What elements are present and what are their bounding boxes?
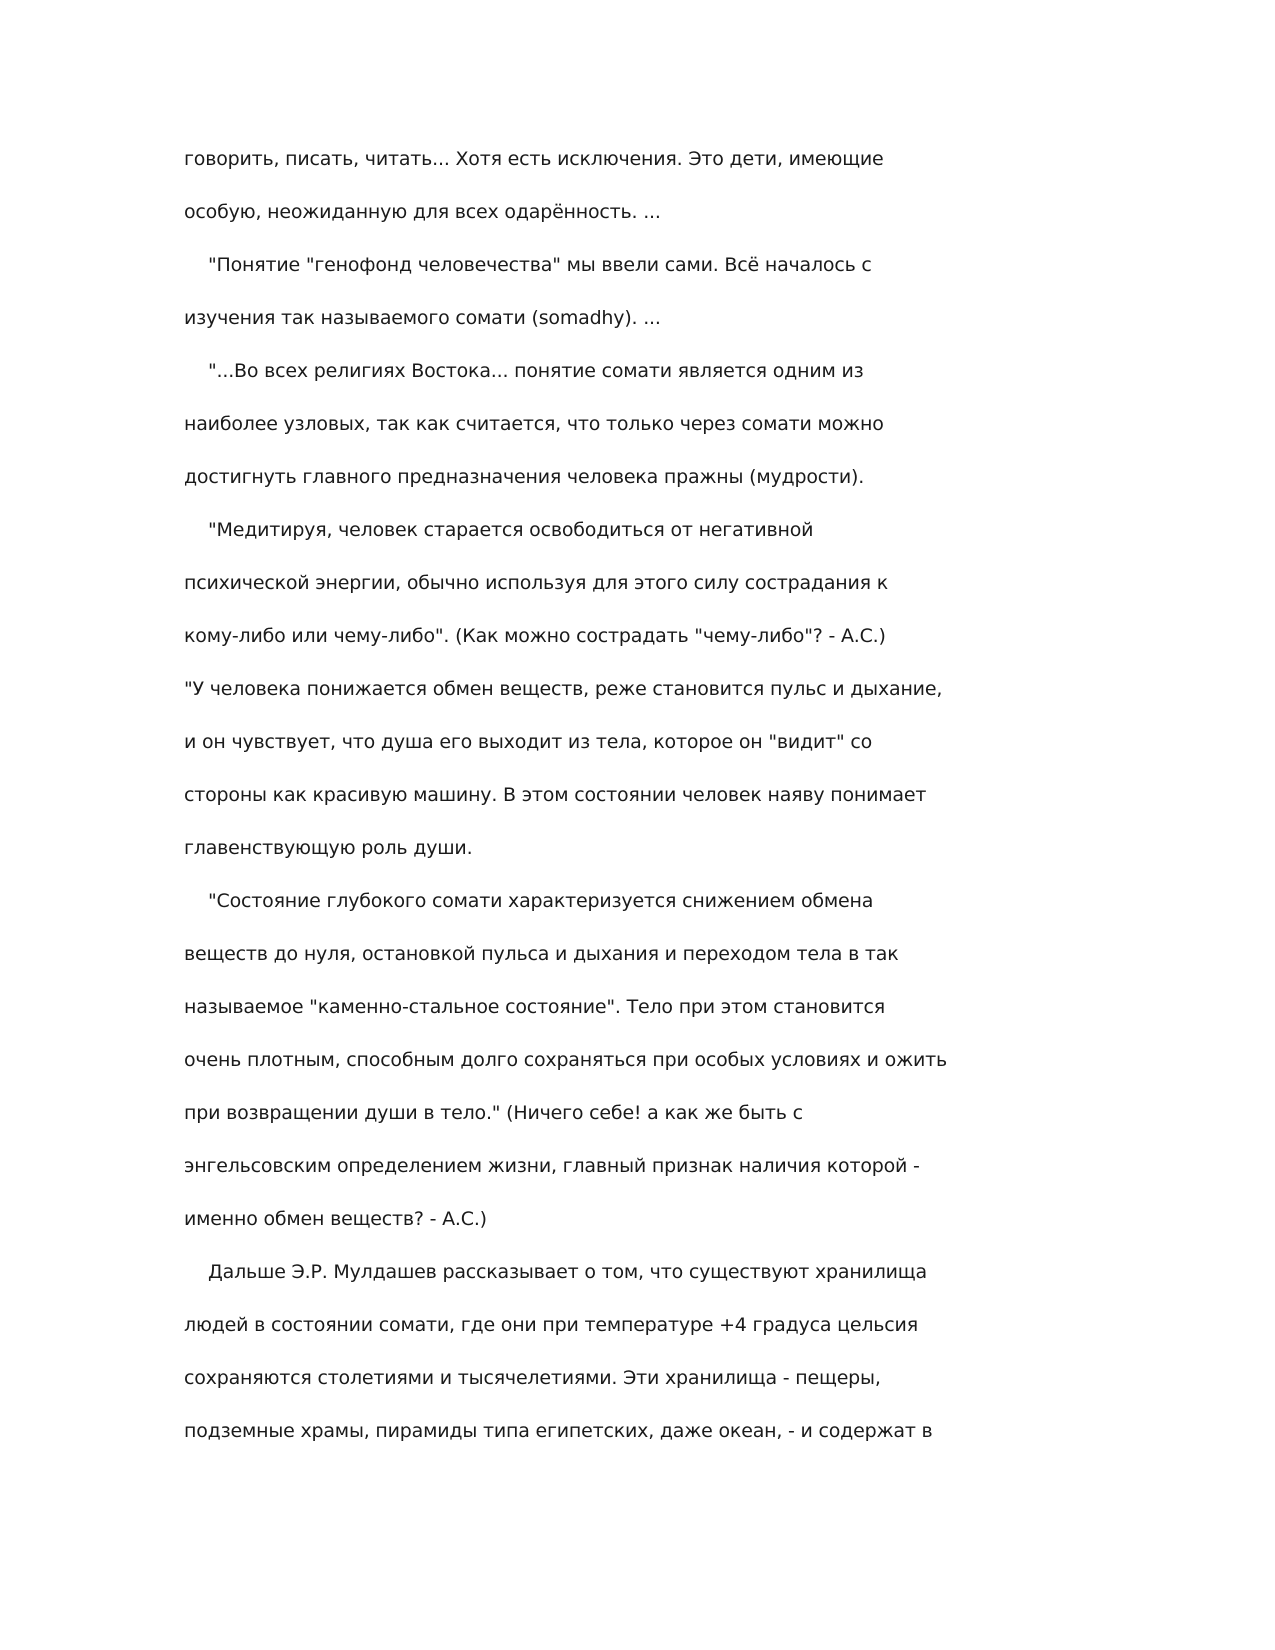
text-line: достигнуть главного предназначения человека пражны (мудрости). [184,466,865,488]
text-line: именно обмен веществ? - А.С.) [184,1208,487,1230]
text-line: и он чувствует, что душа его выходит из тела, которое он "видит" со [184,731,873,753]
text-line: наиболее узловых, так как считается, что только через сомати можно [184,413,884,435]
body-text [184,144,1084,1469]
text-line: особую, неожиданную для всех одарённость. ... [184,201,661,223]
text-line: стороны как красивую машину. В этом состоянии человек наяву понимает [184,784,927,806]
text-line: Дальше Э.Р. Мулдашев рассказывает о том, что существуют хранилища [208,1261,927,1283]
text-line: "У человека понижается обмен веществ, реже становится пульс и дыхание, [184,678,943,700]
text-line: при возвращении души в тело." (Ничего себе! а как же быть с [184,1102,803,1124]
text-line: главенствующую роль души. [184,837,473,859]
text-line: изучения так называемого сомати (somadhy). ... [184,307,661,329]
text-line: энгельсовским определением жизни, главный признак наличия которой - [184,1155,920,1177]
text-line: "...Во всех религиях Востока... понятие сомати является одним из [208,360,864,382]
text-line: подземные храмы, пирамиды типа египетских, даже океан, - и содержат в [184,1420,933,1442]
text-line: "Понятие "генофонд человечества" мы ввели сами. Всё началось с [208,254,872,276]
text-line: психической энергии, обычно используя для этого силу сострадания к [184,572,888,594]
text-line: говорить, писать, читать... Хотя есть исключения. Это дети, имеющие [184,148,884,170]
text-line: называемое "каменно-стальное состояние". Тело при этом становится [184,996,885,1018]
text-line: "Состояние глубокого сомати характеризуется снижением обмена [208,890,874,912]
text-line: кому-либо или чему-либо". (Как можно сострадать "чему-либо"? - А.С.) [184,625,886,647]
text-line: "Медитируя, человек старается освободиться от негативной [208,519,814,541]
text-line: очень плотным, способным долго сохраняться при особых условиях и ожить [184,1049,948,1071]
text-line: сохраняются столетиями и тысячелетиями. Эти хранилища - пещеры, [184,1367,881,1389]
text-line: людей в состоянии сомати, где они при температуре +4 градуса цельсия [184,1314,918,1336]
text-line: веществ до нуля, остановкой пульса и дыхания и переходом тела в так [184,943,899,965]
